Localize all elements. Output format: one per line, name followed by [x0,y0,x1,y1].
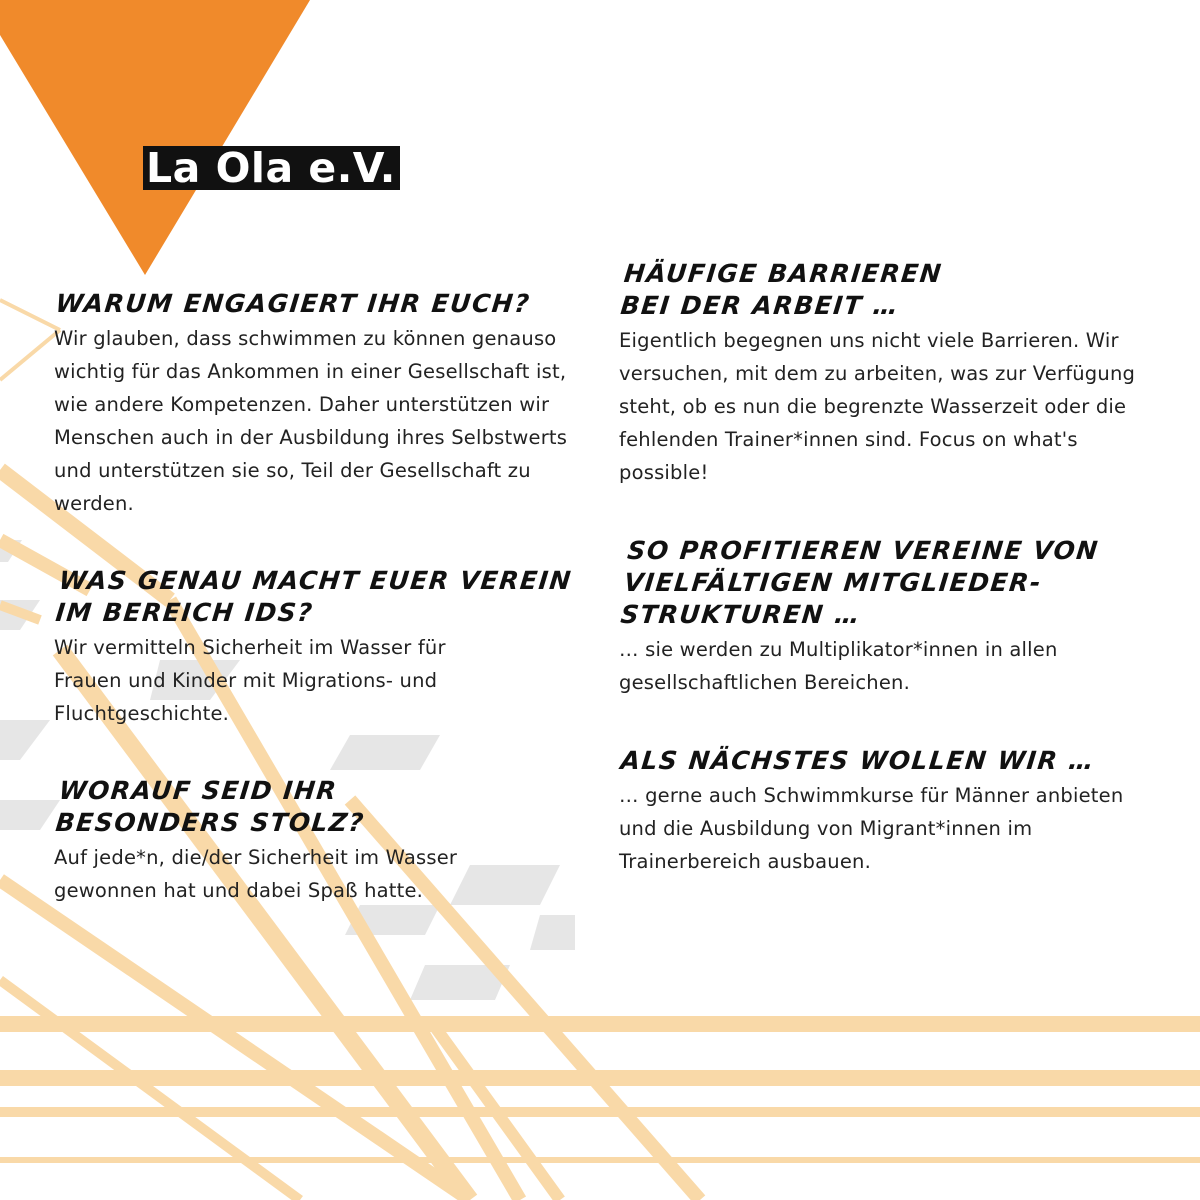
question-heading: WAS GENAU MACHT EUER VEREIN IM BEREICH IDS? [54,566,574,627]
answer-text: … gerne auch Schwimmkurse für Männer anbieten und die Ausbildung von Migrant*innen im Trainerbereich ausbauen. [619,784,1124,873]
question-heading: SO PROFITIEREN VEREINE VON VIELFÄLTIGEN MITGLIEDER-STRUKTUREN … [619,536,1101,629]
section-next-plans [619,745,1159,878]
answer-text: Auf jede*n, die/der Sicherheit im Wasser gewonnen hat und dabei Spaß hatte. [54,846,458,902]
section-what-club-does [54,565,594,730]
page-title: La Ola e.V. [143,146,400,190]
answer-text: Wir glauben, dass schwimmen zu können genauso wichtig für das Ankommen in einer Gesellschaft ist, wie andere Kompetenzen. Daher unterstützen wir Menschen auch in der Ausbildung ihres Selbstwerts und unterstützen sie so, Teil der Gesellschaft zu werden. [54,327,568,515]
answer-text: Wir vermitteln Sicherheit im Wasser für Frauen und Kinder mit Migrations- und Fluchtgeschichte. [54,636,446,725]
answer-text: … sie werden zu Multiplikator*innen in allen gesellschaftlichen Bereichen. [619,638,1058,694]
section-proud-of [54,775,594,907]
question-heading: WARUM ENGAGIERT IHR EUCH? [54,289,532,318]
section-barriers [619,258,1159,489]
question-heading: HÄUFIGE BARRIEREN BEI DER ARBEIT … [619,259,944,320]
section-club-benefits [619,535,1159,699]
section-why-engage [54,288,594,520]
answer-text: Eigentlich begegnen uns nicht viele Barrieren. Wir versuchen, mit dem zu arbeiten, was zur Verfügung steht, ob es nun die begrenzte Wasserzeit oder die fehlenden Trainer*innen sind. Focus on what's possible! [619,329,1136,484]
question-heading: WORAUF SEID IHR BESONDERS STOLZ? [54,776,367,837]
left-column [54,288,594,907]
right-column [619,258,1159,878]
question-heading: ALS NÄCHSTES WOLLEN WIR … [619,746,1097,775]
